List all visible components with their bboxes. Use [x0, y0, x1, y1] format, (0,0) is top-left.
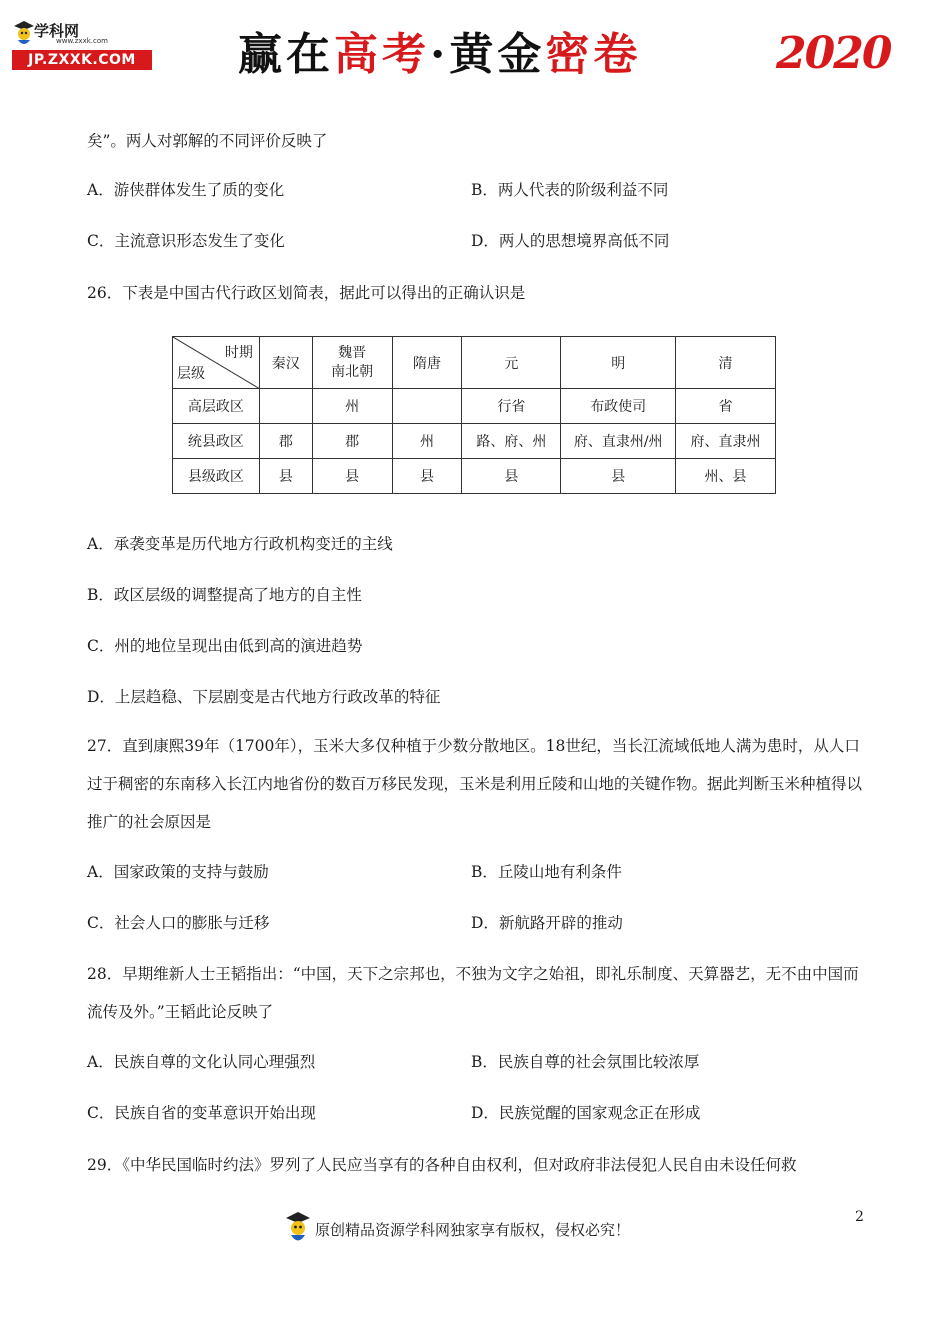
q28-option-a: A．民族自尊的文化认同心理强烈	[87, 1053, 316, 1071]
q25-tail: 矣”。两人对郭解的不同评价反映了	[87, 132, 328, 150]
mascot-icon	[283, 1208, 313, 1248]
corner-label-period: 时期	[224, 345, 253, 361]
table-cell: 县	[462, 459, 561, 494]
period-header	[312, 337, 392, 389]
table-cell: 县	[392, 459, 462, 494]
year-logo: 2020	[776, 28, 891, 79]
table-cell: 州	[312, 389, 392, 424]
q27-option-c: C．社会人口的膨胀与迁移	[87, 914, 270, 932]
period-header: 元	[462, 337, 561, 389]
banner-part-3: 黄金	[449, 29, 546, 80]
q27-option-d: D．新航路开辟的推动	[471, 914, 623, 932]
q25-option-c: C．主流意识形态发生了变化	[87, 232, 285, 250]
table-row	[173, 459, 776, 494]
period-header-line: 魏晋	[338, 344, 367, 361]
banner-title	[238, 28, 738, 82]
q26-option-a: A．承袭变革是历代地方行政机构变迁的主线	[87, 535, 393, 553]
table-row	[173, 389, 776, 424]
table-cell: 路、府、州	[462, 424, 561, 459]
table-cell: 郡	[259, 424, 312, 459]
period-header: 秦汉	[259, 337, 312, 389]
admin-division-table	[172, 336, 776, 494]
logo-title: 学科网	[34, 22, 80, 40]
table-cell: 县	[259, 459, 312, 494]
copyright-notice: 原创精品资源学科网独家享有版权，侵权必究！	[315, 1221, 631, 1239]
mascot-icon	[12, 18, 36, 48]
banner-dot: ·	[430, 29, 450, 80]
q28-stem: 28．早期维新人士王韬指出：“中国，天下之宗邦也，不独为文字之始祖，即礼乐制度、天算器艺，无不由中国而流传及外。”王韬此论反映了	[87, 965, 859, 1021]
logo-url: www.zxxk.com	[56, 37, 108, 45]
banner-part-4: 密卷	[545, 29, 642, 80]
q26-option-d: D．上层趋稳、下层剧变是古代地方行政改革的特征	[87, 688, 441, 706]
table-cell: 布政使司	[561, 389, 676, 424]
q26-option-c: C．州的地位呈现出由低到高的演进趋势	[87, 637, 363, 655]
table-cell: 府、直隶州/州	[561, 424, 676, 459]
table-cell: 州、县	[676, 459, 776, 494]
table-cell: 府、直隶州	[676, 424, 776, 459]
q28-option-b: B．民族自尊的社会氛围比较浓厚	[471, 1053, 700, 1071]
table-cell: 州	[392, 424, 462, 459]
level-label: 统县政区	[173, 424, 260, 459]
page-number: 2	[855, 1209, 864, 1225]
table-cell: 行省	[462, 389, 561, 424]
zxxk-logo[interactable]	[12, 20, 152, 72]
table-corner-cell	[173, 337, 260, 389]
level-label: 县级政区	[173, 459, 260, 494]
logo-bar: JP.ZXXK.COM	[12, 50, 152, 70]
page-header	[0, 0, 950, 100]
period-header: 隋唐	[392, 337, 462, 389]
banner-part-1: 赢在	[238, 29, 334, 80]
q28-option-c: C．民族自省的变革意识开始出现	[87, 1104, 316, 1122]
table-cell: 县	[312, 459, 392, 494]
q25-option-d: D．两人的思想境界高低不同	[471, 232, 670, 250]
table-row	[173, 424, 776, 459]
banner-part-2: 高考	[334, 29, 430, 80]
table-cell: 省	[676, 389, 776, 424]
q29-stem: 29．《中华民国临时约法》罗列了人民应当享有的各种自由权利，但对政府非法侵犯人民自由未设任何救	[87, 1156, 797, 1174]
q25-option-b: B．两人代表的阶级利益不同	[471, 181, 669, 199]
q27-option-b: B．丘陵山地有利条件	[471, 863, 622, 881]
corner-label-level: 层级	[177, 366, 205, 382]
q27-option-a: A．国家政策的支持与鼓励	[87, 863, 269, 881]
q26-stem: 26．下表是中国古代行政区划简表，据此可以得出的正确认识是	[87, 284, 526, 302]
table-cell	[259, 389, 312, 424]
q26-option-b: B．政区层级的调整提高了地方的自主性	[87, 586, 362, 604]
period-header-line: 南北朝	[331, 363, 374, 380]
period-header: 清	[676, 337, 776, 389]
table-cell: 县	[561, 459, 676, 494]
q25-option-a: A．游侠群体发生了质的变化	[87, 181, 285, 199]
q28-option-d: D．民族觉醒的国家观念正在形成	[471, 1104, 701, 1122]
table-cell	[392, 389, 462, 424]
q27-stem: 27．直到康熙39年（1700年），玉米大多仅种植于少数分散地区。18世纪，当长江流域低地人满为患时，从人口过于稠密的东南移入长江内地省份的数百万移民发现，玉米是利用丘陵和山地的关键作物。据此判断玉米种植得以推广的社会原因是	[87, 737, 863, 831]
level-label: 高层政区	[173, 389, 260, 424]
table-cell: 郡	[312, 424, 392, 459]
period-header: 明	[561, 337, 676, 389]
